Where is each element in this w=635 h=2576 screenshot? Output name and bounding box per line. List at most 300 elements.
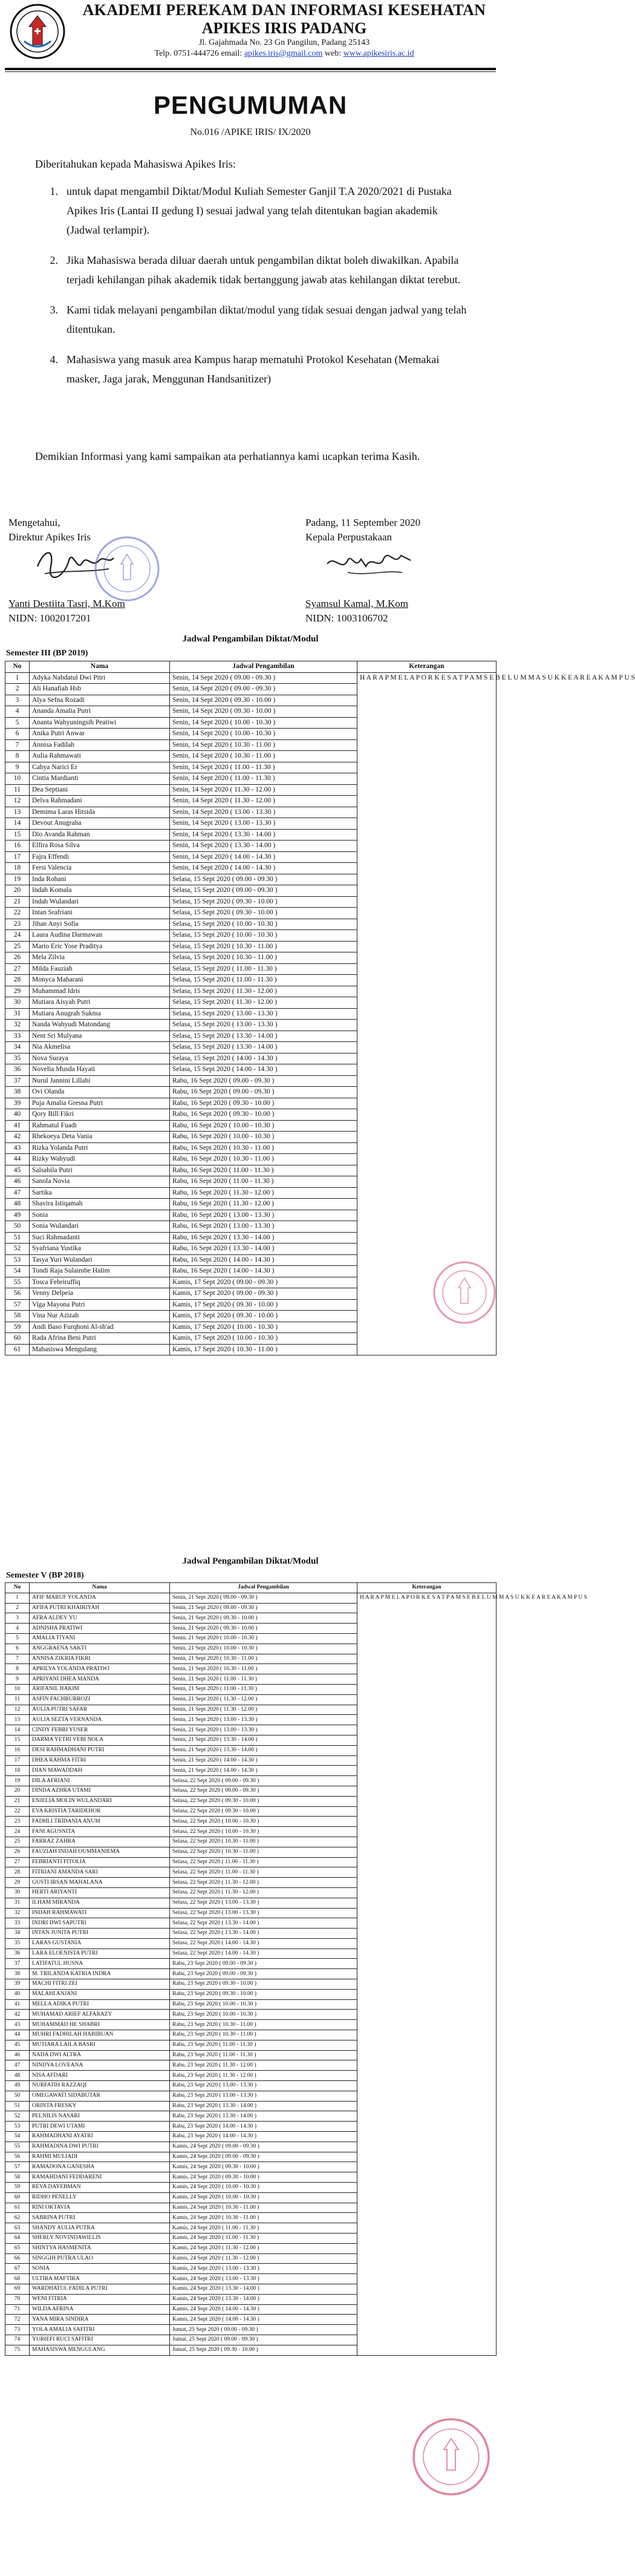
student-name: MUTIARA LAILA BASRI	[30, 2040, 170, 2050]
student-name: LARAS GUSTANIA	[30, 1938, 170, 1948]
pickup-schedule: Selasa, 15 Sept 2020 ( 13.30 - 14.00 )	[170, 1031, 357, 1042]
page-title: PENGUMUMAN	[153, 91, 348, 119]
header-divider-thick	[5, 68, 496, 70]
student-name: APRILYA YOLANDA PRATIWI	[30, 1664, 170, 1674]
item-number: 1.	[50, 185, 58, 197]
student-name: Sonia	[30, 1210, 170, 1221]
pickup-schedule: Kamis, 24 Sept 2020 ( 10.00 - 10.30 )	[170, 2192, 357, 2203]
row-number: 3	[5, 695, 30, 706]
pickup-schedule: Senin, 21 Sept 2020 ( 10.00 - 10.30 )	[170, 1644, 357, 1654]
pickup-schedule: Senin, 21 Sept 2020 ( 09.00 - 09.30 )	[170, 1603, 357, 1613]
row-number: 47	[5, 2060, 30, 2071]
pickup-schedule: Selasa, 15 Sept 2020 ( 10.00 - 10.30 )	[170, 919, 357, 930]
student-name: MAHASISWA MENGULANG	[30, 2345, 170, 2355]
student-name: Annisa Fadilah	[30, 739, 170, 751]
table1-title: Jadwal Pengambilan Diktat/Modul	[182, 634, 319, 644]
student-name: Sanola Novia	[30, 1176, 170, 1188]
pickup-schedule: Rabu, 23 Sept 2020 ( 14.00 - 14.30 )	[170, 2132, 357, 2142]
row-number: 29	[5, 986, 30, 997]
pickup-schedule: Senin, 14 Sept 2020 ( 13.00 - 13.30 )	[170, 807, 357, 818]
row-number: 31	[5, 1008, 30, 1020]
pickup-schedule: Selasa, 15 Sept 2020 ( 13.00 - 13.30 )	[170, 1020, 357, 1031]
email-link[interactable]: apikes.iris@gmail.com	[244, 49, 323, 58]
pickup-schedule: Selasa, 22 Sept 2020 ( 11.30 - 12.00 )	[170, 1878, 357, 1888]
director-nidn: NIDN: 1002017201	[8, 612, 91, 624]
student-name: Sonia Wulandari	[30, 1221, 170, 1233]
row-number: 25	[5, 1837, 30, 1847]
student-name: Qory Bill Fikri	[30, 1109, 170, 1121]
pickup-schedule: Kamis, 17 Sept 2020 ( 09.00 - 09.30 )	[170, 1288, 357, 1300]
pickup-schedule: Selasa, 15 Sept 2020 ( 09.00 - 09.30 )	[170, 885, 357, 897]
address: Jl. Gajahmada No. 23 Gn Pangilun, Padang 25143	[198, 38, 370, 47]
pickup-schedule: Senin, 14 Sept 2020 ( 10.00 - 10.30 )	[170, 717, 357, 729]
row-number: 13	[5, 1715, 30, 1725]
item-number: 4.	[50, 353, 58, 365]
row-number: 54	[5, 2132, 30, 2142]
student-name: INDAH RAHMAWATI	[30, 1908, 170, 1918]
student-name: Dea Septiani	[30, 784, 170, 796]
row-number: 50	[5, 1221, 30, 1233]
row-number: 55	[5, 1277, 30, 1288]
pickup-schedule: Senin, 14 Sept 2020 ( 09.00 - 09.30 )	[170, 684, 357, 695]
item-text: Mahasiswa yang masuk area Kampus harap mematuhi Protokol Kesehatan (Memakai masker, Jaga jarak, Menggunan Handsanitizer)	[67, 353, 440, 385]
pickup-schedule: Selasa, 22 Sept 2020 ( 10.00 - 10.30 )	[170, 1817, 357, 1827]
student-name: Elfira Rosa Silva	[30, 841, 170, 852]
phone-text: Telp. 0751-444726 email:	[154, 49, 244, 58]
student-name: Mutiara Anugrah Sukma	[30, 1008, 170, 1020]
sig-line2: Kepala Perpustakaan	[305, 531, 392, 543]
pickup-schedule: Kamis, 24 Sept 2020 ( 10.30 - 11.00 )	[170, 2203, 357, 2213]
student-name: FITRIANI AMANDA SARI	[30, 1867, 170, 1878]
col-header-no: No	[5, 1583, 30, 1593]
pickup-schedule: Senin, 14 Sept 2020 ( 10.30 - 11.00 )	[170, 751, 357, 762]
official-stamp-icon	[409, 2414, 493, 2499]
pickup-schedule: Rabu, 23 Sept 2020 ( 13.30 - 14.00 )	[170, 2101, 357, 2111]
pickup-schedule: Kamis, 24 Sept 2020 ( 14.00 - 14.30 )	[170, 2304, 357, 2315]
pickup-schedule: Senin, 21 Sept 2020 ( 11.30 - 12.00 )	[170, 1705, 357, 1715]
row-number: 8	[5, 751, 30, 762]
row-number: 62	[5, 2213, 30, 2223]
row-number: 40	[5, 1989, 30, 1999]
student-name: DINDA AZHRA UTAMI	[30, 1786, 170, 1796]
librarian-nidn: NIDN: 1003106702	[305, 612, 388, 624]
row-number: 60	[5, 2192, 30, 2203]
student-name: Ananta Wahyuningsih Peatiwi	[30, 717, 170, 729]
row-number: 18	[5, 863, 30, 874]
student-name: Jihan Anyi Sofia	[30, 919, 170, 930]
row-number: 19	[5, 1776, 30, 1786]
row-number: 11	[5, 1694, 30, 1705]
pickup-schedule: Kamis, 24 Sept 2020 ( 13.30 - 14.00 )	[170, 2294, 357, 2304]
student-name: FADHLI TRIDANIA ANUM	[30, 1817, 170, 1827]
student-name: Rizky Wahyudi	[30, 1154, 170, 1165]
row-number: 74	[5, 2335, 30, 2345]
row-number: 35	[5, 1053, 30, 1064]
pickup-schedule: Selasa, 22 Sept 2020 ( 11.00 - 11.30 )	[170, 1867, 357, 1878]
row-number: 64	[5, 2234, 30, 2244]
pickup-schedule: Selasa, 22 Sept 2020 ( 11.30 - 12.00 )	[170, 1887, 357, 1898]
student-name: ANNISA ZIKRIA FIKRI	[30, 1654, 170, 1664]
pickup-schedule: Jumat, 25 Sept 2020 ( 09.00 - 09.30 )	[170, 2335, 357, 2345]
row-number: 26	[5, 1847, 30, 1857]
row-number: 3	[5, 1613, 30, 1624]
pickup-schedule: Senin, 14 Sept 2020 ( 09.00 - 09.30 )	[170, 672, 357, 684]
sig-line1: Mengetahui,	[8, 517, 60, 528]
student-name: AULIA SEZTA VERNANDA	[30, 1715, 170, 1725]
student-name: Delva Rahmadani	[30, 796, 170, 807]
pickup-schedule: Kamis, 17 Sept 2020 ( 10.00 - 10.30 )	[170, 1333, 357, 1345]
student-name: ENJELIA MOLIN WULANDARI	[30, 1796, 170, 1806]
schedule-table-semester-3	[5, 661, 635, 1355]
student-name: ORINTA FRESKY	[30, 2101, 170, 2111]
row-number: 44	[5, 1154, 30, 1165]
student-name: YURIEFI RUCI SAFITRI	[30, 2335, 170, 2345]
pickup-schedule: Senin, 21 Sept 2020 ( 10.30 - 11.00 )	[170, 1664, 357, 1674]
student-name: OMEGAWATI SIDABUTAR	[30, 2091, 170, 2101]
student-name: Nurul Jannini Lillahi	[30, 1075, 170, 1087]
row-number: 32	[5, 1020, 30, 1031]
header-divider-thin	[5, 71, 496, 72]
pickup-schedule: Selasa, 15 Sept 2020 ( 10.30 - 11.00 )	[170, 952, 357, 964]
pickup-schedule: Rabu, 16 Sept 2020 ( 09.30 - 10.00 )	[170, 1098, 357, 1109]
col-header-keterangan: Keterangan	[357, 661, 497, 673]
row-number: 65	[5, 2243, 30, 2253]
row-number: 19	[5, 874, 30, 885]
student-name: Mario Eric Yose Praditya	[30, 941, 170, 952]
student-name: Milda Fauziah	[30, 963, 170, 975]
row-number: 24	[5, 1827, 30, 1837]
pickup-schedule: Senin, 21 Sept 2020 ( 09.00 - 09.30 )	[170, 1593, 357, 1603]
row-number: 12	[5, 1705, 30, 1715]
pickup-schedule: Senin, 14 Sept 2020 ( 09.30 - 10.00 )	[170, 695, 357, 706]
pickup-schedule: Rabu, 16 Sept 2020 ( 11.00 - 11.30 )	[170, 1176, 357, 1188]
row-number: 57	[5, 2162, 30, 2172]
pickup-schedule: Rabu, 16 Sept 2020 ( 11.30 - 12.00 )	[170, 1199, 357, 1210]
student-name: FARRAZ ZAHRA	[30, 1837, 170, 1847]
student-name: WARDHATUL FADILA PUTRI	[30, 2284, 170, 2294]
apikes-logo-icon	[8, 2, 67, 61]
col-header-jadwal: Jadwal Pengambilan	[170, 661, 357, 673]
row-number: 21	[5, 896, 30, 908]
pickup-schedule: Selasa, 15 Sept 2020 ( 11.30 - 12.00 )	[170, 997, 357, 1009]
row-number: 41	[5, 1120, 30, 1132]
pickup-schedule: Rabu, 16 Sept 2020 ( 13.00 - 13.30 )	[170, 1210, 357, 1221]
pickup-schedule: Kamis, 24 Sept 2020 ( 11.00 - 11.30 )	[170, 2234, 357, 2244]
student-name: Tondi Raja Sulaimbe Halim	[30, 1266, 170, 1277]
row-number: 63	[5, 2223, 30, 2234]
student-name: SHANDY AULIA PUTRA	[30, 2223, 170, 2234]
row-number: 50	[5, 2091, 30, 2101]
student-name: Dio Avanda Rahman	[30, 829, 170, 841]
pickup-schedule: Rabu, 23 Sept 2020 ( 10.30 - 11.00 )	[170, 2020, 357, 2030]
pickup-schedule: Senin, 14 Sept 2020 ( 10.00 - 10.30 )	[170, 729, 357, 740]
student-name: Tasya Yuri Wulandari	[30, 1254, 170, 1266]
list-item	[35, 350, 471, 388]
student-name: Syafriana Yustika	[30, 1244, 170, 1255]
student-name: Cahya Narici Er	[30, 762, 170, 773]
row-number: 40	[5, 1109, 30, 1121]
student-name: Ananda Amalia Putri	[30, 706, 170, 718]
pickup-schedule: Rabu, 23 Sept 2020 ( 09.30 - 10.00 )	[170, 1979, 357, 1990]
pickup-schedule: Rabu, 23 Sept 2020 ( 09.00 - 09.30 )	[170, 1959, 357, 1969]
col-header-keterangan: Keterangan	[357, 1583, 497, 1593]
item-number: 3.	[50, 304, 58, 316]
row-number: 59	[5, 1322, 30, 1333]
pickup-schedule: Kamis, 24 Sept 2020 ( 10.00 - 10.30 )	[170, 2183, 357, 2193]
pickup-schedule: Rabu, 16 Sept 2020 ( 11.30 - 12.00 )	[170, 1187, 357, 1199]
student-name: INDRI DWI SAPUTRI	[30, 1918, 170, 1929]
student-name: RIDHO PENELLY	[30, 2192, 170, 2203]
student-name: NURFATIH RAZZAQI	[30, 2081, 170, 2091]
pickup-schedule: Rabu, 23 Sept 2020 ( 13.00 - 13.30 )	[170, 2091, 357, 2101]
official-stamp-icon	[431, 1259, 498, 1326]
table-row	[5, 1593, 497, 1603]
row-number: 58	[5, 2172, 30, 2183]
student-name: Inda Rohani	[30, 874, 170, 885]
row-number: 61	[5, 1344, 30, 1355]
pickup-schedule: Rabu, 23 Sept 2020 ( 11.00 - 11.30 )	[170, 2050, 357, 2060]
student-name: RAHMI MULIADI	[30, 2152, 170, 2162]
pickup-schedule: Senin, 21 Sept 2020 ( 11.30 - 12.00 )	[170, 1694, 357, 1705]
student-name: Vina Nur Azizah	[30, 1311, 170, 1322]
row-number: 22	[5, 1806, 30, 1817]
pickup-schedule: Rabu, 16 Sept 2020 ( 13.00 - 13.30 )	[170, 1221, 357, 1233]
row-number: 1	[5, 672, 30, 684]
row-number: 51	[5, 2101, 30, 2111]
pickup-schedule: Senin, 21 Sept 2020 ( 10.00 - 10.30 )	[170, 1633, 357, 1644]
student-name: CINDY FEBRI YUSER	[30, 1725, 170, 1735]
keterangan-note: H A R A P M E L A P O R K E S A T P A M S E B E L U M M A S U K K E A R E A K A M P U S	[357, 672, 497, 1355]
row-number: 2	[5, 684, 30, 695]
row-number: 23	[5, 919, 30, 930]
row-number: 46	[5, 1176, 30, 1188]
student-name: AFRA ALDEV YU	[30, 1613, 170, 1624]
pickup-schedule: Rabu, 16 Sept 2020 ( 09.30 - 10.00 )	[170, 1109, 357, 1121]
pickup-schedule: Rabu, 23 Sept 2020 ( 11.00 - 11.30 )	[170, 2040, 357, 2050]
row-number: 73	[5, 2325, 30, 2335]
student-name: REVA DAYEBMAN	[30, 2183, 170, 2193]
pickup-schedule: Selasa, 22 Sept 2020 ( 09.30 - 10.00 )	[170, 1796, 357, 1806]
row-number: 67	[5, 2264, 30, 2274]
row-number: 71	[5, 2304, 30, 2315]
student-name: MUHAMMAD HE SHABRI	[30, 2020, 170, 2030]
sig-line1: Padang, 11 September 2020	[305, 517, 421, 528]
pickup-schedule: Selasa, 15 Sept 2020 ( 14.00 - 14.30 )	[170, 1053, 357, 1064]
pickup-schedule: Senin, 21 Sept 2020 ( 09.30 - 10.00 )	[170, 1613, 357, 1624]
student-name: SINGGIH PUTRA ULAO	[30, 2253, 170, 2264]
student-name: Tosca Febriruffiq	[30, 1277, 170, 1288]
student-name: Indah Wulandari	[30, 896, 170, 908]
student-name: LATIFATUL HUSNA	[30, 1959, 170, 1969]
student-name: ARIFANIL HAKIM	[30, 1684, 170, 1694]
row-number: 10	[5, 773, 30, 785]
student-name: YOLA AMALIA SAFITRI	[30, 2325, 170, 2335]
pickup-schedule: Rabu, 16 Sept 2020 ( 09.00 - 09.30 )	[170, 1075, 357, 1087]
student-name: Shavira Istiqamah	[30, 1199, 170, 1210]
row-number: 30	[5, 1887, 30, 1898]
pickup-schedule: Senin, 21 Sept 2020 ( 13.00 - 13.30 )	[170, 1715, 357, 1725]
pickup-schedule: Selasa, 22 Sept 2020 ( 14.00 - 14.30 )	[170, 1938, 357, 1948]
pickup-schedule: Senin, 21 Sept 2020 ( 11.00 - 11.30 )	[170, 1684, 357, 1694]
pickup-schedule: Senin, 14 Sept 2020 ( 13.00 - 13.30 )	[170, 818, 357, 830]
pickup-schedule: Senin, 14 Sept 2020 ( 11.30 - 12.00 )	[170, 784, 357, 796]
pickup-schedule: Kamis, 17 Sept 2020 ( 10.00 - 10.30 )	[170, 1322, 357, 1333]
row-number: 72	[5, 2315, 30, 2325]
student-name: Adyka Nabdatul Dwi Pitri	[30, 672, 170, 684]
pickup-schedule: Rabu, 16 Sept 2020 ( 09.00 - 09.30 )	[170, 1087, 357, 1098]
pickup-schedule: Rabu, 23 Sept 2020 ( 11.30 - 12.00 )	[170, 2071, 357, 2081]
student-name: Nova Suraya	[30, 1053, 170, 1064]
row-number: 7	[5, 739, 30, 751]
student-name: Suci Rahmadanti	[30, 1232, 170, 1244]
student-name: SABRINA PUTRI	[30, 2213, 170, 2223]
student-name: Mela Zilvia	[30, 952, 170, 964]
student-name: APRIYANI DHEA MANDA	[30, 1674, 170, 1685]
row-number: 34	[5, 1042, 30, 1054]
pickup-schedule: Selasa, 22 Sept 2020 ( 13.00 - 13.30 )	[170, 1908, 357, 1918]
student-name: Indah Komala	[30, 885, 170, 897]
pickup-schedule: Selasa, 22 Sept 2020 ( 10.30 - 11.00 )	[170, 1847, 357, 1857]
signature-scribble-icon	[324, 542, 414, 585]
pickup-schedule: Selasa, 15 Sept 2020 ( 11.30 - 12.00 )	[170, 986, 357, 997]
row-number: 17	[5, 1755, 30, 1766]
row-number: 61	[5, 2203, 30, 2213]
student-name: SHERLY NOVINDAWILLIS	[30, 2234, 170, 2244]
row-number: 57	[5, 1299, 30, 1311]
student-name: PUTRI DEWI UTAMI	[30, 2122, 170, 2132]
row-number: 7	[5, 1654, 30, 1664]
row-number: 43	[5, 2020, 30, 2030]
item-text: Jika Mahasiswa berada diluar daerah untuk pengambilan diktat boleh diwakilkan. Apabila terjadi kehilangan pihak akademik tidak bertanggung jawab atas kehilangan diktat terebut.	[67, 254, 461, 286]
pickup-schedule: Rabu, 16 Sept 2020 ( 11.00 - 11.30 )	[170, 1165, 357, 1176]
pickup-schedule: Selasa, 22 Sept 2020 ( 11.00 - 11.30 )	[170, 1857, 357, 1867]
row-number: 13	[5, 807, 30, 818]
row-number: 37	[5, 1959, 30, 1969]
pickup-schedule: Rabu, 23 Sept 2020 ( 14.00 - 14.30 )	[170, 2122, 357, 2132]
row-number: 16	[5, 841, 30, 852]
pickup-schedule: Senin, 14 Sept 2020 ( 09.30 - 10.00 )	[170, 706, 357, 718]
row-number: 11	[5, 784, 30, 796]
col-header-jadwal: Jadwal Pengambilan	[170, 1583, 357, 1593]
pickup-schedule: Senin, 21 Sept 2020 ( 13.00 - 13.30 )	[170, 1725, 357, 1735]
student-name: DIAN MAWADDAH	[30, 1766, 170, 1776]
row-number: 20	[5, 1786, 30, 1796]
pickup-schedule: Rabu, 16 Sept 2020 ( 10.00 - 10.30 )	[170, 1120, 357, 1132]
student-name: Mahasiswa Mengulang	[30, 1344, 170, 1355]
student-name: M. TRILANDA KATRIA INDRA	[30, 1969, 170, 1979]
student-name: AMALIA TIYANI	[30, 1633, 170, 1644]
pickup-schedule: Selasa, 22 Sept 2020 ( 13.30 - 14.00 )	[170, 1918, 357, 1929]
student-name: Anika Putri Anwar	[30, 729, 170, 740]
row-number: 4	[5, 706, 30, 718]
pickup-schedule: Selasa, 22 Sept 2020 ( 09.30 - 10.00 )	[170, 1806, 357, 1817]
pickup-schedule: Kamis, 24 Sept 2020 ( 09.00 - 09.30 )	[170, 2142, 357, 2152]
col-header-no: No	[5, 661, 30, 673]
pickup-schedule: Rabu, 23 Sept 2020 ( 09.30 - 10.00 )	[170, 1989, 357, 1999]
pickup-schedule: Kamis, 24 Sept 2020 ( 13.30 - 14.00 )	[170, 2284, 357, 2294]
student-name: ADNISHA PRATIWI	[30, 1624, 170, 1634]
row-number: 41	[5, 1999, 30, 2010]
pickup-schedule: Senin, 21 Sept 2020 ( 14.00 - 14.30 )	[170, 1755, 357, 1766]
row-number: 53	[5, 2122, 30, 2132]
student-name: ULTIRA MAFTIRA	[30, 2274, 170, 2284]
pickup-schedule: Kamis, 17 Sept 2020 ( 09.30 - 10.00 )	[170, 1299, 357, 1311]
pickup-schedule: Rabu, 16 Sept 2020 ( 13.30 - 14.00 )	[170, 1244, 357, 1255]
row-number: 6	[5, 1644, 30, 1654]
list-item	[35, 182, 471, 240]
student-name: NISA AFDARI	[30, 2071, 170, 2081]
student-name: DHEA RAHMA FITRI	[30, 1755, 170, 1766]
pickup-schedule: Senin, 14 Sept 2020 ( 11.00 - 11.30 )	[170, 773, 357, 785]
student-name: Laura Audina Darmawan	[30, 930, 170, 942]
student-name: LARA ELOENISTA PUTRI	[30, 1948, 170, 1959]
school-name: APIKES IRIS PADANG	[201, 19, 367, 37]
row-number: 10	[5, 1684, 30, 1694]
pickup-schedule: Rabu, 23 Sept 2020 ( 13.00 - 13.30 )	[170, 2081, 357, 2091]
student-name: HERTI ARIYANTI	[30, 1887, 170, 1898]
pickup-schedule: Selasa, 15 Sept 2020 ( 13.30 - 14.00 )	[170, 1042, 357, 1054]
student-name: SONIA	[30, 2264, 170, 2274]
pickup-schedule: Selasa, 15 Sept 2020 ( 09.30 - 10.00 )	[170, 908, 357, 919]
pickup-schedule: Selasa, 15 Sept 2020 ( 09.00 - 09.30 )	[170, 874, 357, 885]
row-number: 52	[5, 1244, 30, 1255]
pickup-schedule: Kamis, 24 Sept 2020 ( 11.00 - 11.30 )	[170, 2223, 357, 2234]
row-number: 42	[5, 1132, 30, 1143]
row-number: 26	[5, 952, 30, 964]
student-name: RAMAHDANI FEDDARENI	[30, 2172, 170, 2183]
row-number: 44	[5, 2030, 30, 2040]
student-name: Devout Anugraha	[30, 818, 170, 830]
table-row	[5, 672, 497, 684]
web-link[interactable]: www.apikesiris.ac.id	[343, 49, 414, 58]
pickup-schedule: Kamis, 24 Sept 2020 ( 09.30 - 10.00 )	[170, 2172, 357, 2183]
pickup-schedule: Senin, 14 Sept 2020 ( 14.00 - 14.30 )	[170, 863, 357, 874]
student-name: Ovi Olanda	[30, 1087, 170, 1098]
row-number: 24	[5, 930, 30, 942]
sig-line2: Direktur Apikes Iris	[8, 531, 91, 543]
student-name: Venny Delpeia	[30, 1288, 170, 1300]
row-number: 52	[5, 2111, 30, 2122]
row-number: 54	[5, 1266, 30, 1277]
row-number: 27	[5, 963, 30, 975]
pickup-schedule: Rabu, 16 Sept 2020 ( 14.00 - 14.30 )	[170, 1266, 357, 1277]
schedule-table-semester-5	[5, 1582, 587, 2356]
student-name: Salsabila Putri	[30, 1165, 170, 1176]
table2-semester: Semester V (BP 2018)	[6, 1571, 84, 1580]
item-text: untuk dapat mengambil Diktat/Modul Kuliah Semester Ganjil T.A 2020/2021 di Pustaka Apikes Iris (Lantai II gedung I) sesuai jadwal yang telah ditentukan bagian akademik (Jadwal terlampir).	[67, 185, 452, 236]
student-name: Rada Afrina Beni Putri	[30, 1333, 170, 1345]
pickup-schedule: Selasa, 22 Sept 2020 ( 09.00 - 09.30 )	[170, 1786, 357, 1796]
pickup-schedule: Senin, 14 Sept 2020 ( 10.30 - 11.00 )	[170, 739, 357, 751]
row-number: 37	[5, 1075, 30, 1087]
pickup-schedule: Selasa, 15 Sept 2020 ( 11.00 - 11.30 )	[170, 963, 357, 975]
row-number: 15	[5, 829, 30, 841]
pickup-schedule: Kamis, 24 Sept 2020 ( 13.00 - 13.30 )	[170, 2264, 357, 2274]
pickup-schedule: Selasa, 22 Sept 2020 ( 13.30 - 14.00 )	[170, 1929, 357, 1939]
student-name: Fajra Effendi	[30, 851, 170, 863]
letter-number: No.016 /APIKE IRIS/ IX/2020	[190, 127, 311, 137]
pickup-schedule: Selasa, 22 Sept 2020 ( 09.00 - 09.30 )	[170, 1776, 357, 1786]
row-number: 48	[5, 2071, 30, 2081]
row-number: 58	[5, 1311, 30, 1322]
student-name: Nia Akmelisa	[30, 1042, 170, 1054]
student-name: FAUZIAH INDAH OUMMANIEMA	[30, 1847, 170, 1857]
row-number: 5	[5, 717, 30, 729]
student-name: Aulia Rahmawati	[30, 751, 170, 762]
row-number: 75	[5, 2345, 30, 2355]
pickup-schedule: Kamis, 24 Sept 2020 ( 09.00 - 09.30 )	[170, 2152, 357, 2162]
row-number: 9	[5, 762, 30, 773]
